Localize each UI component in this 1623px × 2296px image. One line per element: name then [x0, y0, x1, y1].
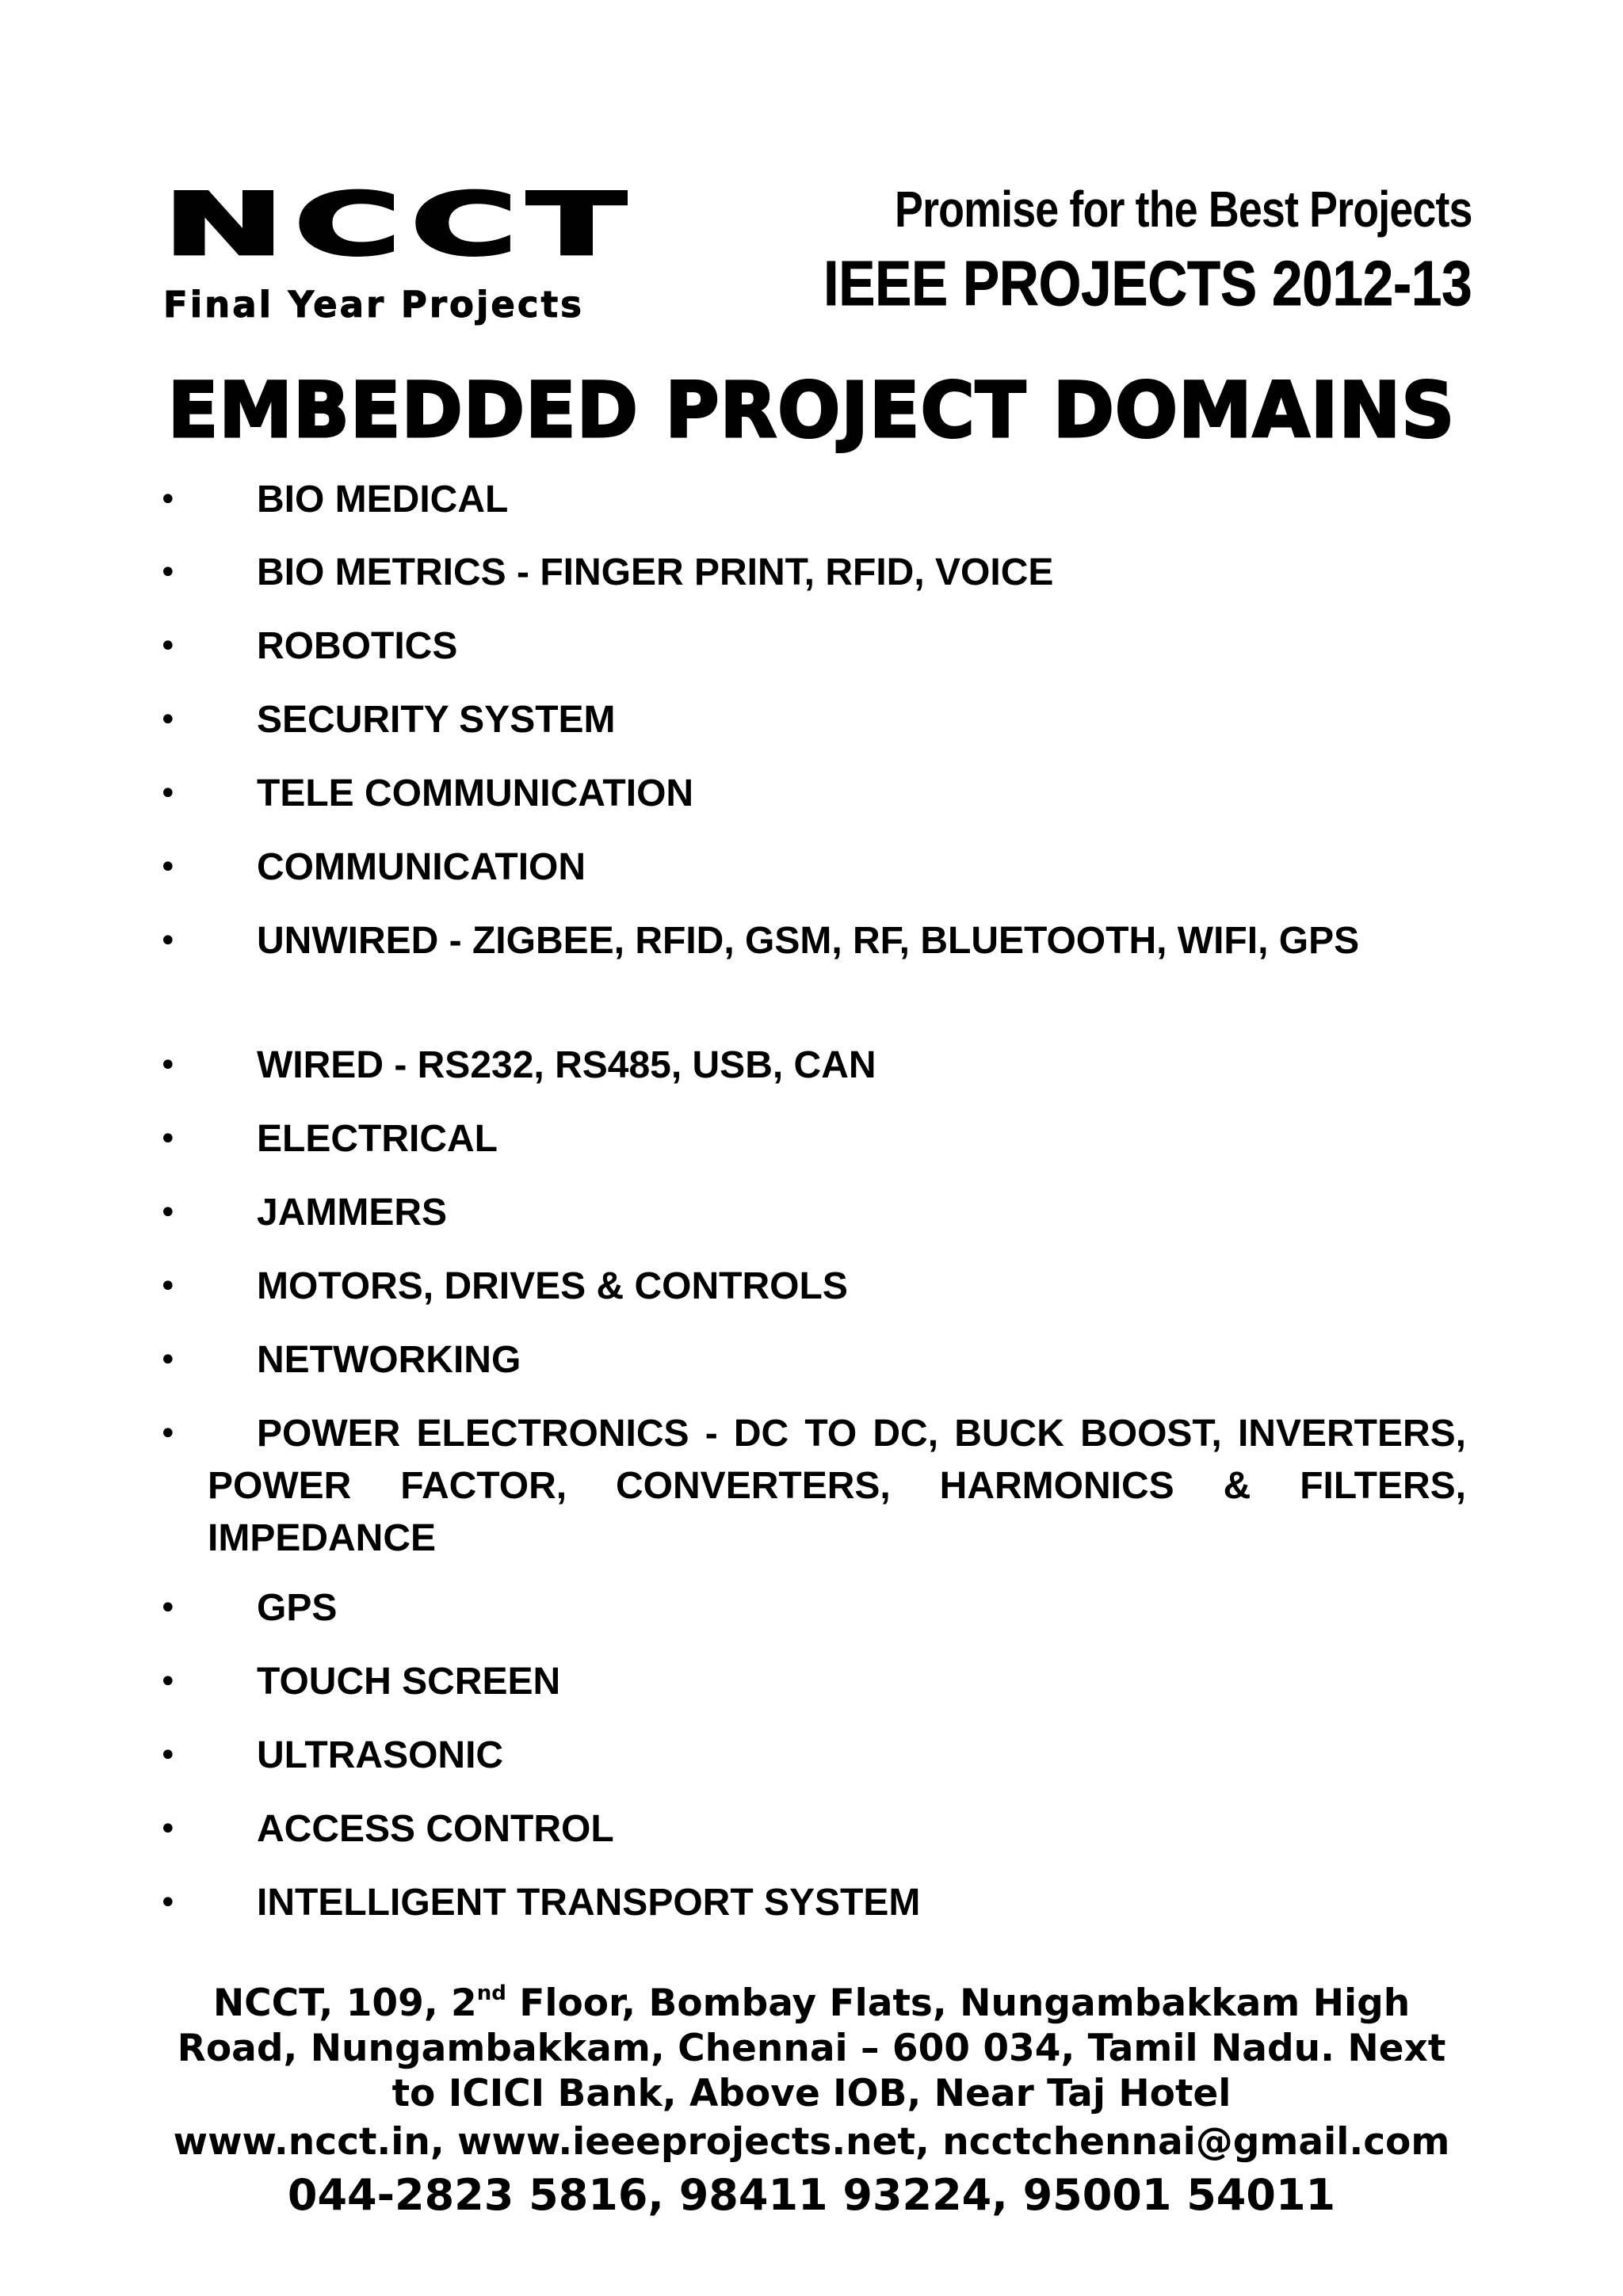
- domain-list-item: [158, 915, 1466, 967]
- address-line-2: Road, Nungambakkam, Chennai – 600 034, Tamil Nadu. Next: [177, 2027, 1446, 2070]
- web-and-email: www.ncct.in, www.ieeeprojects.net, ncctchennai@gmail.com: [173, 2120, 1450, 2164]
- contact-footer: [119, 1981, 1504, 2222]
- domain-list-item: [158, 1261, 1466, 1313]
- tagline-ieee-projects: IEEE PROJECTS 2012-13: [823, 248, 1472, 318]
- floor-ordinal-suffix: nd: [476, 1981, 506, 2005]
- domain-list-item: [158, 474, 1466, 526]
- domain-label: COMMUNICATION: [257, 846, 586, 888]
- domain-list-item: [158, 768, 1466, 820]
- domain-list-item: [158, 1656, 1466, 1708]
- bullet-icon: •: [158, 849, 178, 886]
- bullet-icon: •: [158, 628, 178, 665]
- domain-label: WIRED - RS232, RS485, USB, CAN: [257, 1044, 876, 1086]
- domain-label: BIO MEDICAL: [257, 479, 509, 521]
- bullet-icon: •: [158, 776, 178, 812]
- domain-list-item: [158, 620, 1466, 673]
- domain-list-item: [158, 1730, 1466, 1782]
- address-line-1-end: Floor, Bombay Flats, Nungambakkam High: [506, 1981, 1411, 2025]
- domain-list-item: [158, 1582, 1466, 1634]
- domain-list-item: [158, 1187, 1466, 1239]
- tagline-promise: Promise for the Best Projects: [895, 181, 1472, 238]
- bullet-icon: •: [158, 1268, 178, 1305]
- domain-label: JAMMERS: [257, 1192, 448, 1234]
- domain-label: TELE COMMUNICATION: [257, 772, 694, 814]
- header-tagline: [718, 181, 1472, 318]
- bullet-icon: •: [158, 555, 178, 591]
- domain-label: INTELLIGENT TRANSPORT SYSTEM: [257, 1882, 921, 1924]
- address-line-1-start: NCCT, 109, 2: [212, 1981, 477, 2025]
- domain-list-item: [158, 841, 1466, 894]
- ncct-logo: [163, 174, 718, 326]
- logo-wordmark: NCCT: [163, 174, 636, 275]
- domain-label: BIO METRICS - FINGER PRINT, RFID, VOICE: [257, 551, 1054, 593]
- domain-list-item: [158, 1877, 1466, 1929]
- address-line-3: to ICICI Bank, Above IOB, Near Taj Hotel: [391, 2072, 1232, 2115]
- domain-list-item: [158, 1334, 1466, 1386]
- domain-label: SECURITY SYSTEM: [257, 699, 616, 741]
- bullet-icon: •: [158, 1047, 178, 1084]
- bullet-icon: •: [158, 1664, 178, 1700]
- domain-label: ACCESS CONTROL: [257, 1808, 614, 1850]
- domain-list-item: [158, 1408, 1466, 1565]
- domain-label: ULTRASONIC: [257, 1734, 504, 1776]
- bullet-icon: •: [158, 702, 178, 738]
- domain-label: GPS: [257, 1587, 338, 1629]
- domain-label: UNWIRED - ZIGBEE, RFID, GSM, RF, BLUETOOTH, WIFI, GPS: [257, 920, 1360, 962]
- bullet-icon: •: [158, 1737, 178, 1774]
- domain-label: MOTORS, DRIVES & CONTROLS: [257, 1265, 848, 1307]
- bullet-icon: •: [158, 482, 178, 518]
- domain-label: POWER ELECTRONICS - DC TO DC, BUCK BOOST, INVERTERS, POWER FACTOR, CONVERTERS, HARMONICS & FILTERS, IMPEDANCE: [208, 1413, 1466, 1559]
- bullet-icon: •: [158, 1121, 178, 1158]
- domain-list-item: [158, 1039, 1466, 1092]
- domain-label: ELECTRICAL: [257, 1118, 498, 1160]
- bullet-icon: •: [158, 1590, 178, 1627]
- bullet-icon: •: [158, 1885, 178, 1921]
- address-line-1: [119, 1981, 1504, 2026]
- phone-numbers: 044-2823 5816, 98411 93224, 95001 54011: [287, 2170, 1336, 2220]
- page-title: EMBEDDED PROJECT DOMAINS: [167, 366, 1456, 455]
- domain-list-item: [158, 547, 1466, 599]
- domain-list-item: [158, 694, 1466, 746]
- bullet-icon: •: [158, 1195, 178, 1231]
- bullet-icon: •: [158, 923, 178, 959]
- bullet-icon: •: [158, 1342, 178, 1379]
- domain-label: ROBOTICS: [257, 625, 458, 667]
- bullet-icon: •: [158, 1811, 178, 1848]
- domain-label: TOUCH SCREEN: [257, 1661, 561, 1703]
- logo-subtitle: Final Year Projects: [163, 284, 584, 326]
- domain-label: NETWORKING: [257, 1339, 521, 1381]
- domain-list-item: [158, 1803, 1466, 1855]
- domain-list-item: [158, 1113, 1466, 1165]
- bullet-icon: •: [158, 1416, 178, 1452]
